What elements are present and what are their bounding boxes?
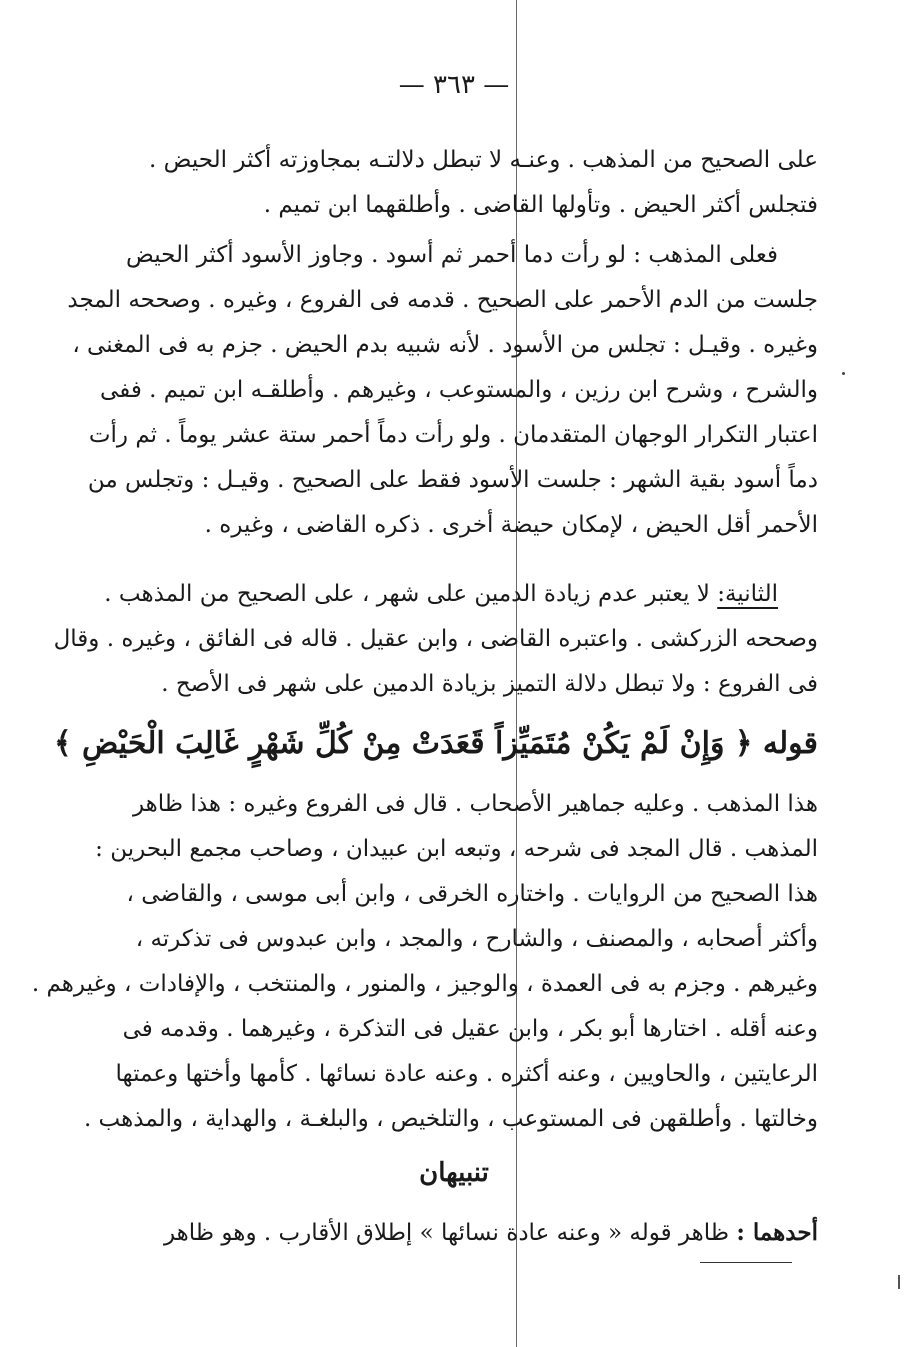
section-heading: تنبيهان — [419, 1158, 489, 1188]
text-line: الأحمر أقل الحيض ، لإمكان حيضة أخرى . ذكره القاضى ، وغيره . — [204, 512, 818, 538]
paragraph-second — [53, 572, 818, 707]
text-line: على الصحيح من المذهب . وعنـه لا تبطل دلالتـه بمجاوزته أكثر الحيض . — [149, 147, 818, 173]
text-line: المذهب . قال المجد فى شرحه ، وتبعه ابن عبيدان ، وصاحب مجمع البحرين : — [95, 836, 818, 862]
text-line: وغيرهم . وجزم به فى العمدة ، والوجيز ، والمنور ، والمنتخب ، والإفادات ، وغيرهم . — [31, 971, 818, 997]
footnote-rule — [700, 1262, 792, 1263]
text-line: اعتبار التكرار الوجهان المتقدمان . ولو رأت دماً أحمر ستة عشر يوماً . ثم رأت — [88, 422, 818, 448]
text-span: ظاهر قوله « وعنه عادة نسائها » إطلاق الأقارب . وهو ظاهر — [163, 1220, 737, 1246]
section-label: أحدهما : — [736, 1219, 818, 1246]
text-line: وأكثر أصحابه ، والمصنف ، والشارح ، والمجد ، وابن عبدوس فى تذكرته ، — [135, 926, 818, 952]
quote-lead: قوله — [762, 726, 818, 761]
quran-quote — [54, 718, 818, 770]
edge-mark — [898, 1275, 900, 1289]
quote-line — [54, 718, 818, 770]
text-line: دماً أسود بقية الشهر : جلست الأسود فقط على الصحيح . وقيـل : وتجلس من — [87, 467, 818, 493]
text-line: الرعايتين ، والحاويين ، وعنه أكثره . وعنه عادة نسائها . كأمها وأختها وعمتها — [115, 1061, 818, 1087]
text-line: وصححه الزركشى . واعتبره القاضى ، وابن عقيل . قاله فى الفائق ، وغيره . وقال — [53, 626, 818, 652]
ink-speck — [842, 372, 845, 375]
text-line: وعنه أقله . اختارها أبو بكر ، وابن عقيل فى التذكرة ، وغيرهما . وقدمه فى — [122, 1016, 818, 1042]
section-label: الثانية: — [717, 581, 778, 607]
text-span: لا يعتبر عدم زيادة الدمين على شهر ، على الصحيح من المذهب . — [104, 581, 718, 607]
text-line: فتجلس أكثر الحيض . وتأولها القاضى . وأطلقهما ابن تميم . — [263, 192, 818, 218]
text-line: وغيره . وقيـل : تجلس من الأسود . لأنه شبيه بدم الحيض . جزم به فى المغنى ، — [72, 332, 818, 358]
text-line: جلست من الدم الأحمر على الصحيح . قدمه فى الفروع ، وغيره . وصححه المجد — [67, 287, 818, 313]
paragraph-continuation — [118, 138, 818, 228]
paragraph-madhhab — [67, 233, 818, 548]
page-number: — ٣٦٣ — — [398, 70, 510, 100]
text-line: فعلى المذهب : لو رأت دما أحمر ثم أسود . وجاوز الأسود أكثر الحيض — [126, 242, 778, 268]
text-line — [104, 572, 818, 617]
text-line: هذا المذهب . وعليه جماهير الأصحاب . قال فى الفروع وغيره : هذا ظاهر — [132, 791, 818, 817]
text-line: والشرح ، وشرح ابن رزين ، والمستوعب ، وغيرهم . وأطلقـه ابن تميم . ففى — [100, 377, 818, 403]
text-line — [118, 1210, 818, 1255]
paragraph-commentary — [31, 782, 818, 1142]
text-line: فى الفروع : ولا تبطل دلالة التميز بزيادة الدمين على شهر فى الأصح . — [161, 671, 818, 697]
text-line: وخالتها . وأطلقهن فى المستوعب ، والتلخيص ، والبلغـة ، والهداية ، والمذهب . — [83, 1106, 818, 1132]
text-line: هذا الصحيح من الروايات . واختاره الخرقى ، وابن أبى موسى ، والقاضى ، — [126, 881, 818, 907]
quote-verse: ﴿ وَإِنْ لَمْ يَكُنْ مُتَمَيِّزاً قَعَدَتْ مِنْ كُلِّ شَهْرٍ غَالِبَ الْحَيْضِ ﴾ — [54, 726, 753, 761]
